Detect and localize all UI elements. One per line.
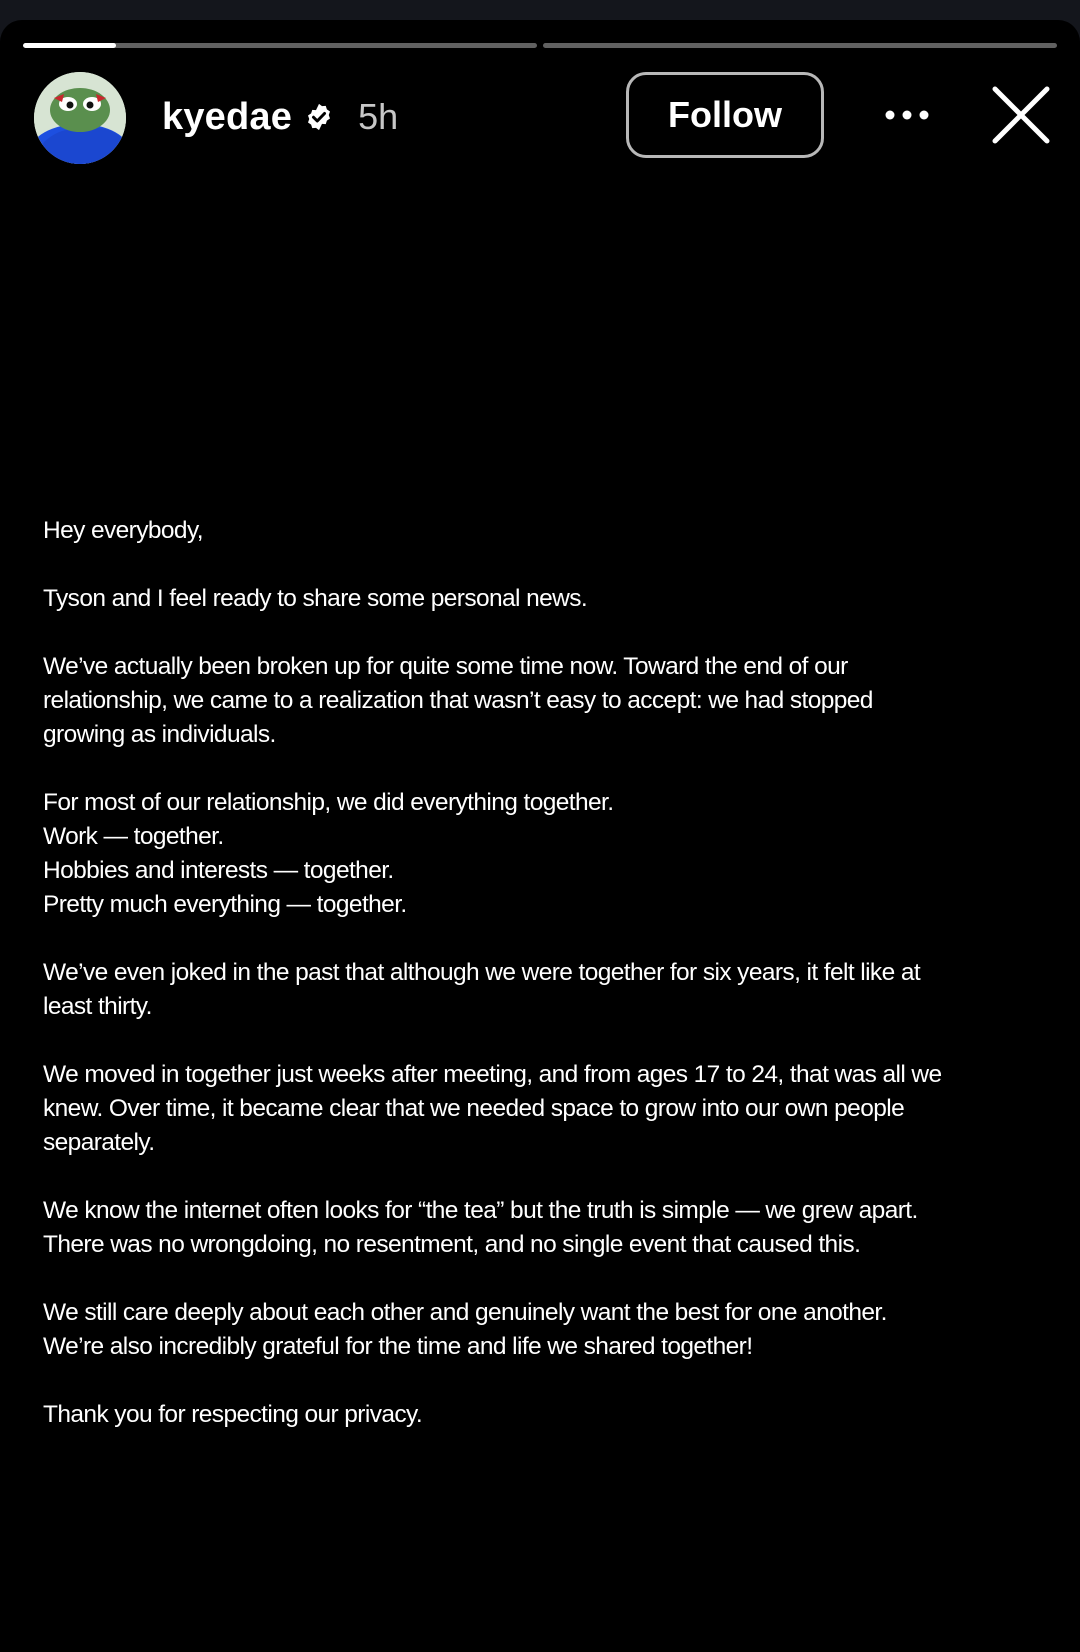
close-icon <box>991 85 1051 145</box>
more-options-button[interactable] <box>876 88 938 142</box>
message-line: Tyson and I feel ready to share some personal news. <box>43 585 588 612</box>
post-timestamp: 5h <box>358 96 399 137</box>
message-line: Pretty much everything — together. <box>43 891 407 918</box>
message-line: There was no wrongdoing, no resentment, and no single event that caused this. <box>43 1231 861 1258</box>
message-line: We moved in together just weeks after meeting, and from ages 17 to 24, that was all we <box>43 1061 942 1088</box>
message-paragraph <box>43 956 1053 1024</box>
avatar[interactable] <box>34 72 126 164</box>
message-line: For most of our relationship, we did everything together. <box>43 789 614 816</box>
story-message <box>43 514 1053 1466</box>
message-paragraph <box>43 1398 1053 1432</box>
progress-segment-1 <box>23 43 537 48</box>
message-line: We’ve actually been broken up for quite some time now. Toward the end of our <box>43 653 848 680</box>
username[interactable]: kyedae <box>162 95 293 138</box>
message-line: Hey everybody, <box>43 517 204 544</box>
message-line: We know the internet often looks for “the tea” but the truth is simple — we grew apart. <box>43 1197 918 1224</box>
message-line: We’ve even joked in the past that although we were together for six years, it felt like at <box>43 959 921 986</box>
message-paragraph <box>43 1058 1053 1160</box>
message-paragraph <box>43 1194 1053 1262</box>
message-paragraph <box>43 514 1053 548</box>
avatar-image <box>34 72 126 164</box>
message-paragraph <box>43 650 1053 752</box>
message-line: Work — together. <box>43 823 224 850</box>
message-line: We’re also incredibly grateful for the time and life we shared together! <box>43 1333 753 1360</box>
progress-fill-1 <box>23 43 116 48</box>
progress-segment-2 <box>543 43 1057 48</box>
follow-button[interactable]: Follow <box>626 72 824 158</box>
message-paragraph <box>43 1296 1053 1364</box>
user-info <box>162 94 398 140</box>
message-line: growing as individuals. <box>43 721 276 748</box>
message-paragraph <box>43 786 1053 922</box>
message-line: Thank you for respecting our privacy. <box>43 1401 423 1428</box>
verified-badge-icon <box>304 102 334 132</box>
message-line: We still care deeply about each other and genuinely want the best for one another. <box>43 1299 887 1326</box>
message-line: relationship, we came to a realization that wasn’t easy to accept: we had stopped <box>43 687 873 714</box>
message-line: separately. <box>43 1129 155 1156</box>
message-line: Hobbies and interests — together. <box>43 857 394 884</box>
message-line: least thirty. <box>43 993 152 1020</box>
story-progress-bar <box>23 43 1057 48</box>
story-header <box>0 70 1080 162</box>
message-paragraph <box>43 582 1053 616</box>
close-button[interactable] <box>988 82 1054 148</box>
more-options-icon <box>884 109 930 121</box>
story-viewer[interactable] <box>0 20 1080 1652</box>
message-line: knew. Over time, it became clear that we needed space to grow into our own people <box>43 1095 905 1122</box>
